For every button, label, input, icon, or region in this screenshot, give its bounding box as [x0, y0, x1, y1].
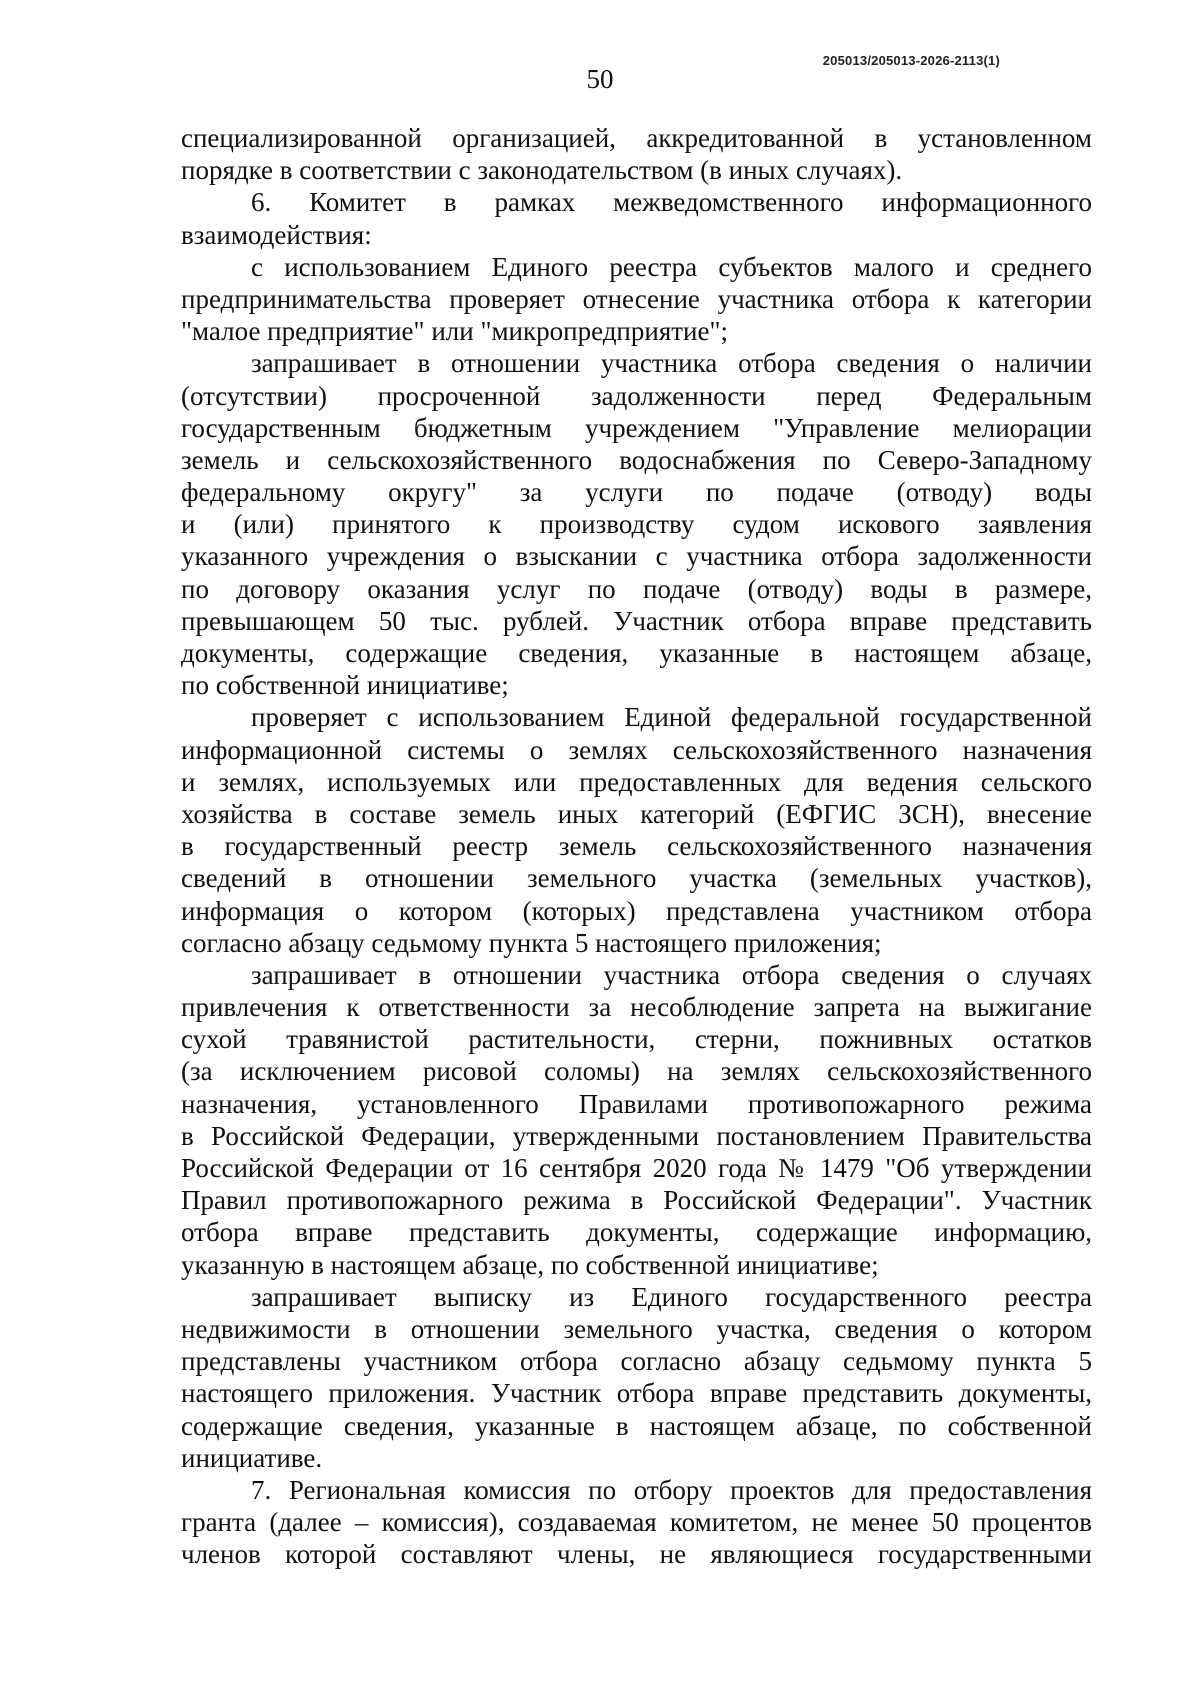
text-line: информация о котором (которых) представлена участником отбора	[181, 895, 1092, 926]
text-line: 7. Региональная комиссия по отбору проектов для предоставления	[251, 1474, 1092, 1505]
text-line: с использованием Единого реестра субъектов малого и среднего	[251, 251, 1092, 282]
text-line: согласно абзацу седьмому пункта 5 настоящего приложения;	[181, 927, 882, 958]
text-line: запрашивает выписку из Единого государственного реестра	[251, 1281, 1092, 1312]
text-line: запрашивает в отношении участника отбора сведения о случаях	[251, 959, 1092, 990]
text-line: "малое предприятие" или "микропредприятие";	[181, 316, 729, 347]
text-line: сухой травянистой растительности, стерни, пожнивных остатков	[181, 1024, 1092, 1055]
text-line: отбора вправе представить документы, содержащие информацию,	[181, 1217, 1092, 1248]
text-line: (за исключением рисовой соломы) на землях сельскохозяйственного	[181, 1056, 1092, 1087]
text-line: настоящего приложения. Участник отбора вправе представить документы,	[181, 1378, 1092, 1409]
text-line: проверяет с использованием Единой федеральной государственной	[251, 702, 1092, 733]
text-line: порядке в соответствии с законодательством (в иных случаях).	[181, 155, 903, 186]
text-line: Российской Федерации от 16 сентября 2020 года № 1479 "Об утверждении	[181, 1153, 1092, 1183]
text-line: по договору оказания услуг по подаче (отводу) воды в размере,	[181, 573, 1092, 604]
text-line: указанного учреждения о взыскании с участника отбора задолженности	[181, 541, 1092, 572]
text-line: содержащие сведения, указанные в настоящем абзаце, по собственной	[181, 1410, 1092, 1441]
text-line: в Российской Федерации, утвержденными постановлением Правительства	[181, 1120, 1092, 1151]
text-line: назначения, установленного Правилами противопожарного режима	[181, 1088, 1092, 1119]
text-line: превышающем 50 тыс. рублей. Участник отбора вправе представить	[181, 605, 1092, 636]
text-line: информационной системы о землях сельскохозяйственного назначения	[181, 734, 1092, 765]
text-line: и землях, используемых или предоставленных для ведения сельского	[181, 766, 1092, 797]
text-line: (отсутствии) просроченной задолженности перед Федеральным	[181, 380, 1092, 411]
text-line: недвижимости в отношении земельного участка, сведения о котором	[181, 1313, 1092, 1344]
text-line: указанную в настоящем абзаце, по собственной инициативе;	[181, 1249, 879, 1280]
text-line: в государственный реестр земель сельскохозяйственного назначения	[181, 831, 1092, 862]
text-line: земель и сельскохозяйственного водоснабжения по Северо-Западному	[181, 444, 1092, 475]
text-line: сведений в отношении земельного участка (земельных участков),	[181, 863, 1092, 894]
document-registration-number: 205013/205013-2026-2113(1)	[822, 53, 1000, 68]
text-line: и (или) принятого к производству судом искового заявления	[181, 509, 1092, 540]
text-line: Правил противопожарного режима в Российской Федерации". Участник	[181, 1185, 1092, 1216]
text-line: предпринимательства проверяет отнесение участника отбора к категории	[181, 283, 1092, 314]
page-number: 50	[586, 64, 614, 94]
text-line: 6. Комитет в рамках межведомственного информационного	[251, 187, 1092, 218]
text-line: инициативе.	[181, 1442, 323, 1473]
text-line: хозяйства в составе земель иных категорий (ЕФГИС ЗСН), внесение	[181, 798, 1092, 829]
text-line: специализированной организацией, аккредитованной в установленном	[181, 123, 1092, 153]
document-body-text	[181, 122, 1092, 1570]
text-line: гранта (далее – комиссия), создаваемая комитетом, не менее 50 процентов	[181, 1507, 1092, 1538]
text-line: документы, содержащие сведения, указанные в настоящем абзаце,	[181, 638, 1092, 668]
text-line: представлены участником отбора согласно абзацу седьмому пункта 5	[181, 1346, 1092, 1377]
text-line: государственным бюджетным учреждением "Управление мелиорации	[181, 412, 1092, 443]
text-line: федеральному округу" за услуги по подаче (отводу) воды	[181, 477, 1092, 508]
text-line: запрашивает в отношении участника отбора сведения о наличии	[251, 348, 1092, 379]
text-line: привлечения к ответственности за несоблюдение запрета на выжигание	[181, 992, 1092, 1023]
text-line: членов которой составляют члены, не являющиеся государственными	[181, 1539, 1092, 1570]
text-line: по собственной инициативе;	[181, 670, 509, 701]
text-line: взаимодействия:	[181, 219, 372, 250]
